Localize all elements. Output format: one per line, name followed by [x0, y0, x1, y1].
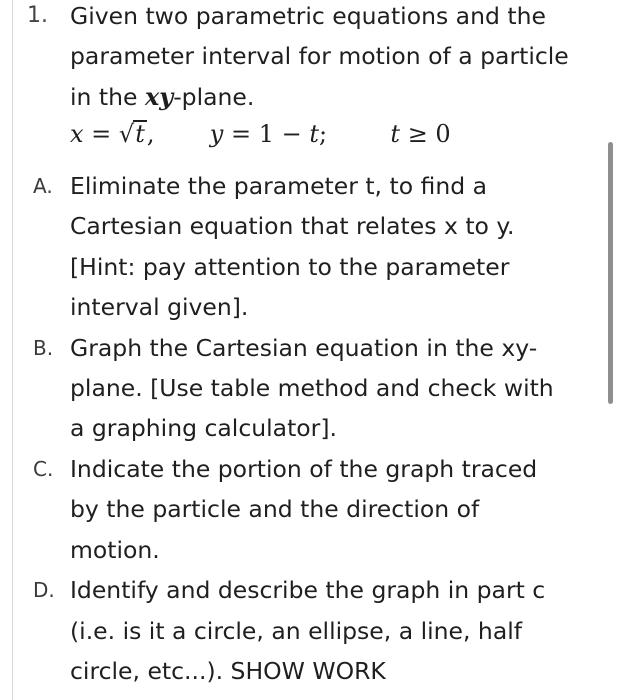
eq-equals-1: = [83, 120, 119, 148]
eq-t-var: t [390, 120, 401, 148]
intro-after: -plane. [173, 83, 255, 111]
eq-y-var: t [309, 120, 320, 148]
eq-t-condition: ≥ 0 [400, 120, 451, 148]
sqrt-expression [119, 120, 147, 148]
part-b-line-2: plane. [Use table method and check with [70, 374, 554, 402]
part-a-line-1: Eliminate the parameter t, to find a [70, 172, 488, 200]
part-d-line-2: (i.e. is it a circle, an ellipse, a line, half [70, 617, 523, 645]
part-a-line-4: interval given]. [70, 293, 249, 321]
problem-number: 1. [27, 3, 48, 28]
vertical-scrollbar[interactable] [608, 142, 613, 404]
part-b-letter: B. [33, 336, 54, 360]
part-a-line-2: Cartesian equation that relates x to y. [70, 212, 515, 240]
eq-y-lhs: y [209, 120, 224, 148]
eq-y-end: ; [319, 120, 328, 148]
part-c-line-2: by the particle and the direction of [70, 495, 480, 523]
part-c-line-3: motion. [70, 536, 160, 564]
part-d-line-1: Identify and describe the graph in part c [70, 576, 546, 604]
part-c-letter: C. [33, 457, 54, 481]
sqrt-argument: t [135, 120, 145, 148]
intro-before: in the [70, 83, 145, 111]
part-c-line-1: Indicate the portion of the graph traced [70, 455, 538, 483]
problem-intro-line-1: Given two parametric equations and the [70, 2, 546, 30]
part-b-line-1: Graph the Cartesian equation in the xy- [70, 334, 538, 362]
problem-intro-line-3 [70, 83, 254, 111]
eq-equals-2: = 1 − [223, 120, 310, 148]
page-left-border [12, 0, 13, 700]
parametric-equations [70, 120, 451, 148]
part-b-line-3: a graphing calculator]. [70, 414, 337, 442]
part-a-line-3: [Hint: pay attention to the parameter [70, 253, 510, 281]
part-d-letter: D. [33, 578, 55, 602]
problem-intro-line-2: parameter interval for motion of a particle [70, 42, 569, 70]
eq-x-end: , [146, 120, 155, 148]
xy-variable: xy [144, 82, 174, 111]
part-a-letter: A. [33, 174, 53, 198]
eq-x-lhs: x [70, 120, 84, 148]
part-d-line-3: circle, etc...). SHOW WORK [70, 657, 386, 685]
sqrt-sign: √ [118, 120, 135, 148]
